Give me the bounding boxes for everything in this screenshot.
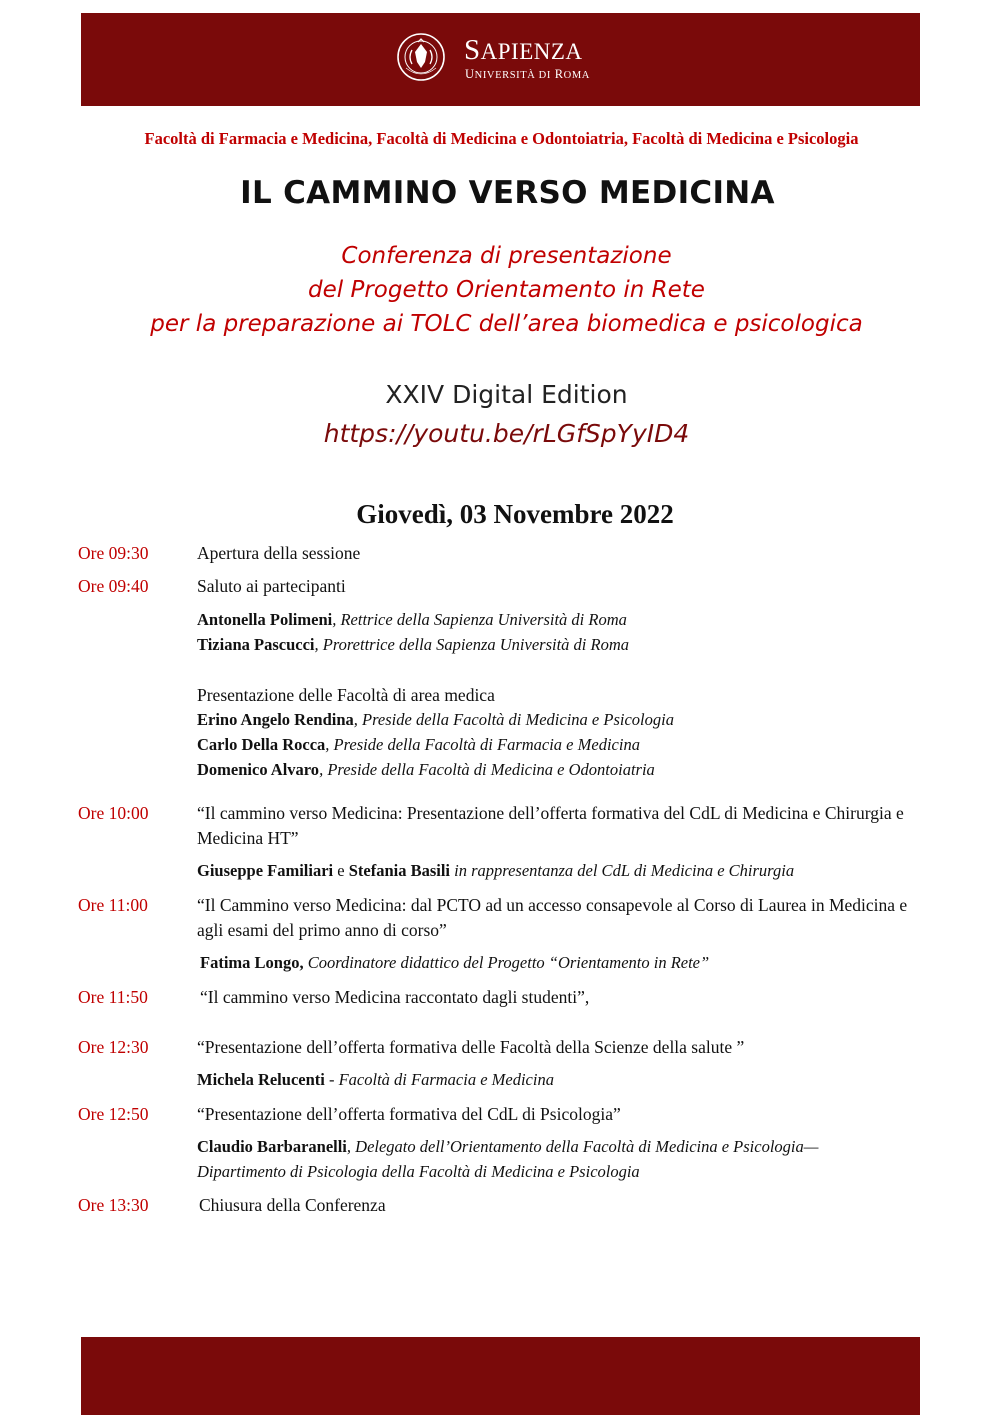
time-0940: Ore 09:40 <box>78 576 149 596</box>
speaker-role: Coordinatore didattico del Progetto “Orientamento in Rete” <box>303 953 710 972</box>
time-0930: Ore 09:30 <box>78 543 149 563</box>
speaker-separator: - <box>324 1070 339 1089</box>
speaker-row <box>197 758 655 782</box>
speaker-name: Stefania Basili <box>348 861 451 880</box>
time-1330: Ore 13:30 <box>78 1195 149 1215</box>
speaker-row <box>197 1068 554 1092</box>
speaker-row <box>197 1135 818 1159</box>
faculties-line: Facoltà di Farmacia e Medicina, Facoltà di Medicina e Odontoiatria, Facoltà di Medicina e Psicologia <box>144 129 859 148</box>
speaker-row <box>197 708 674 732</box>
speaker-role: , Preside della Facoltà di Medicina e Psicologia <box>353 710 674 729</box>
speaker-role-continued: Dipartimento di Psicologia della Facoltà di Medicina e Psicologia <box>197 1162 640 1181</box>
speaker-name: Tiziana Pascucci <box>197 635 315 654</box>
speaker-name: Antonella Polimeni <box>197 610 333 629</box>
speaker-role: , Prorettrice della Sapienza Università di Roma <box>314 635 630 654</box>
speaker-role: , Delegato dell’Orientamento della Facoltà di Medicina e Psicologia— <box>346 1137 819 1156</box>
speaker-row <box>197 633 629 657</box>
speaker-row <box>200 951 709 975</box>
speaker-role: , Rettrice della Sapienza Università di Roma <box>332 610 627 629</box>
footer-band <box>81 1337 920 1415</box>
session-health-sciences: “Presentazione dell’offerta formativa delle Facoltà della Scienze della salute ” <box>197 1037 745 1057</box>
speaker-name: Claudio Barbaranelli <box>197 1137 347 1156</box>
subtitle-line-2: del Progetto Orientamento in Rete <box>308 277 705 303</box>
session-psychology: “Presentazione dell’offerta formativa del CdL di Psicologia” <box>197 1104 621 1124</box>
time-1150: Ore 11:50 <box>78 987 148 1007</box>
session-pcto: “Il Cammino verso Medicina: dal PCTO ad un accesso consapevole al Corso di Laurea in Medicina e agli esami del primo anno di corso” <box>197 895 908 940</box>
university-seal-icon <box>396 32 446 82</box>
speaker-conjunction: e <box>333 861 349 880</box>
edition-label: XXIV Digital Edition <box>385 380 628 409</box>
subtitle-line-3: per la preparazione ai TOLC dell’area biomedica e psicologica <box>150 311 863 337</box>
time-1250: Ore 12:50 <box>78 1104 149 1124</box>
event-date: Giovedì, 03 Novembre 2022 <box>356 499 674 529</box>
page-title: IL CAMMINO VERSO MEDICINA <box>240 175 775 211</box>
speaker-row <box>197 733 640 757</box>
session-greetings: Saluto ai partecipanti <box>197 576 346 596</box>
speaker-role: , Preside della Facoltà di Farmacia e Medicina <box>325 735 640 754</box>
speaker-role: , Preside della Facoltà di Medicina e Odontoiatria <box>319 760 655 779</box>
speaker-name: Erino Angelo Rendina <box>197 710 354 729</box>
time-1230: Ore 12:30 <box>78 1037 149 1057</box>
subtitle-line-1: Conferenza di presentazione <box>341 243 672 269</box>
speaker-row <box>197 859 794 883</box>
speaker-role: Facoltà di Farmacia e Medicina <box>338 1070 554 1089</box>
faculty-presentation-heading: Presentazione delle Facoltà di area medica <box>197 685 495 705</box>
speaker-role: in rappresentanza del CdL di Medicina e Chirurgia <box>450 861 795 880</box>
brand-name-rest: APIENZA <box>480 39 583 64</box>
brand-name: SAPIENZA <box>464 34 583 66</box>
brand-subtitle: UNIVERSITÀ DI ROMA <box>465 67 590 81</box>
speaker-name: Michela Relucenti <box>197 1070 325 1089</box>
session-opening: Apertura della sessione <box>197 543 361 563</box>
session-medicine-offer: “Il cammino verso Medicina: Presentazione dell’offerta formativa del CdL di Medicina e Chirurgia e Medicina HT” <box>197 803 904 848</box>
time-1000: Ore 10:00 <box>78 803 149 823</box>
speaker-row <box>197 608 627 632</box>
youtube-link[interactable]: https://youtu.be/rLGfSpYyID4 <box>323 419 690 448</box>
sapienza-logo <box>396 32 616 92</box>
speaker-name: Carlo Della Rocca <box>197 735 326 754</box>
speaker-name: Domenico Alvaro <box>197 760 320 779</box>
session-students: “Il cammino verso Medicina raccontato dagli studenti”, <box>200 987 590 1007</box>
speaker-name: Fatima Longo, <box>200 953 304 972</box>
time-1100: Ore 11:00 <box>78 895 148 915</box>
session-closing: Chiusura della Conferenza <box>199 1195 386 1215</box>
speaker-name: Giuseppe Familiari <box>197 861 334 880</box>
